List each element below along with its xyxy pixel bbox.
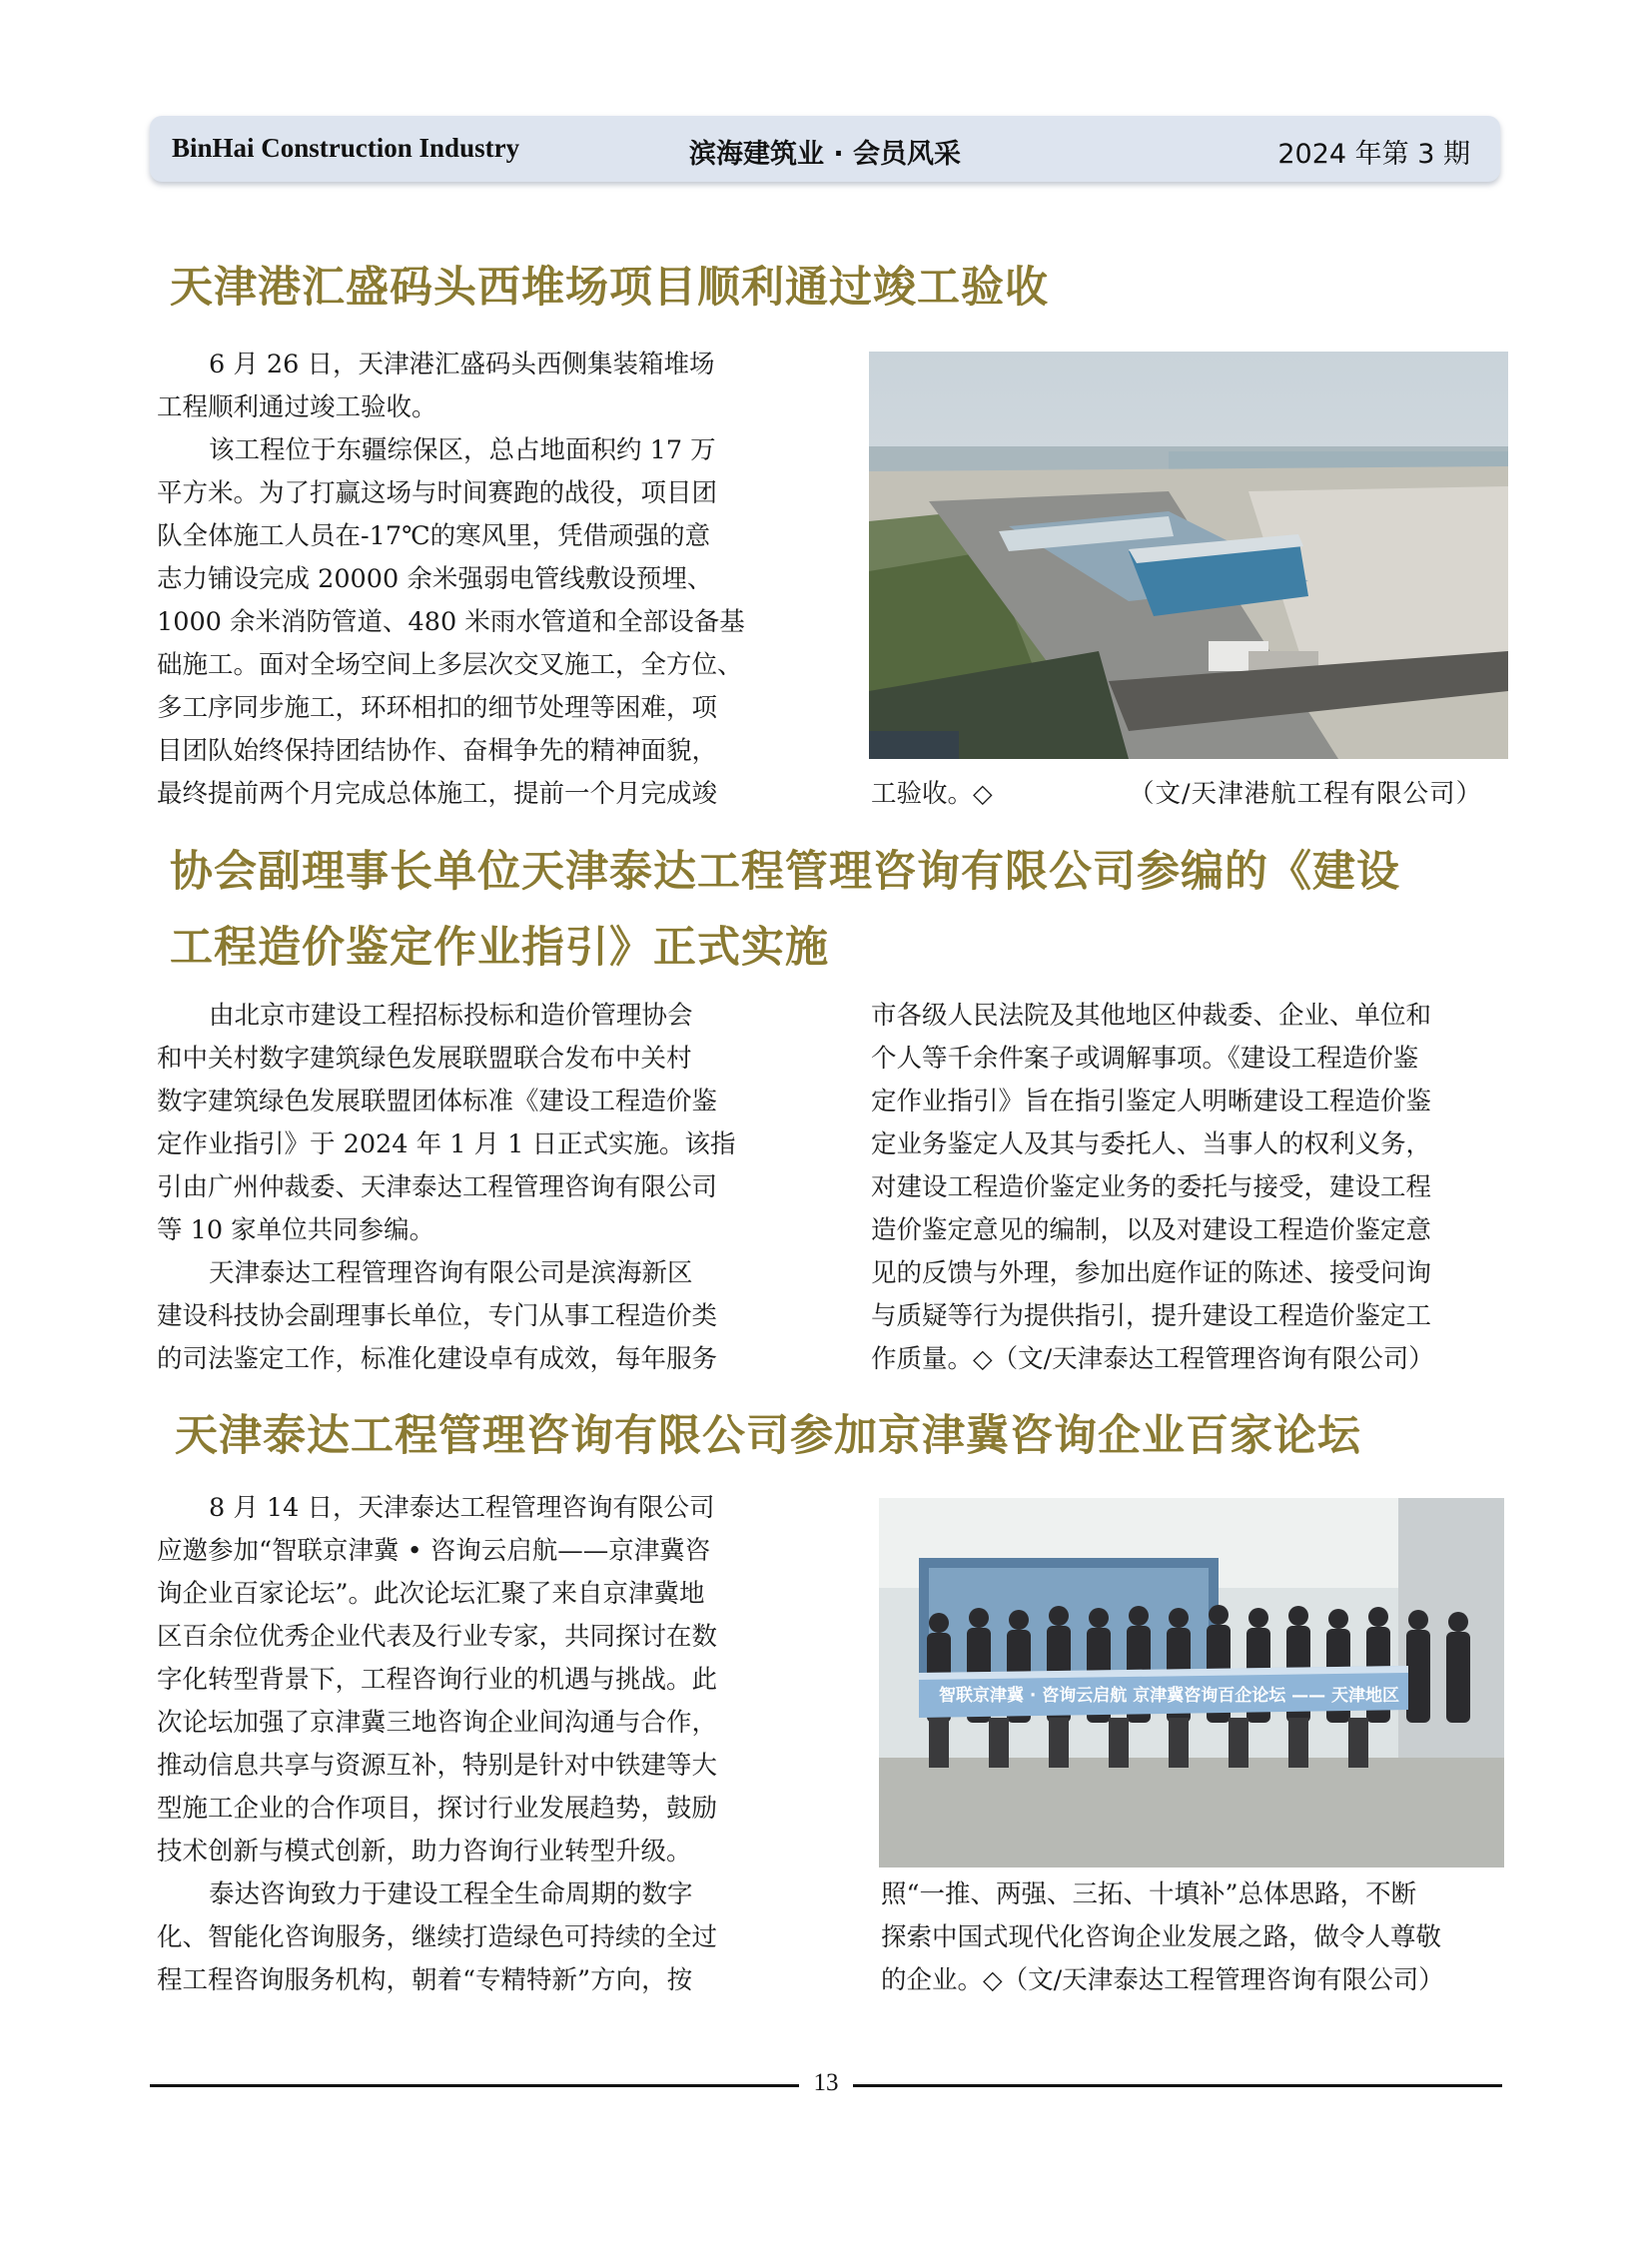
article2-right-line: 定业务鉴定人及其与委托人、当事人的权利义务， — [871, 1129, 1432, 1159]
article3-right-line: 的企业。◇（文/天津泰达工程管理咨询有限公司） — [881, 1965, 1444, 1995]
article1-line: 志力铺设完成 20000 余米强弱电管线敷设预埋、 — [157, 564, 713, 594]
article1-byline: （文/天津港航工程有限公司） — [1129, 779, 1483, 809]
article3-left-line: 化、智能化咨询服务，继续打造绿色可持续的全过 — [157, 1922, 718, 1952]
journal-name-en: BinHai Construction Industry — [172, 133, 520, 163]
container-yard-aerial-photo — [869, 352, 1508, 759]
footer-rule-right — [853, 2084, 1502, 2087]
banner-text: 智联京津冀 · 咨询云启航 京津冀咨询百企论坛 —— 天津地区 — [939, 1686, 1400, 1706]
article3-left-line: 应邀参加“智联京津冀 • 咨询云启航——京津冀咨 — [157, 1536, 711, 1566]
article2-right-line: 对建设工程造价鉴定业务的委托与接受，建设工程 — [871, 1172, 1432, 1202]
article2-left-line: 由北京市建设工程招标投标和造价管理协会 — [209, 1001, 693, 1031]
article1-line: 目团队始终保持团结协作、奋楫争先的精神面貌， — [157, 736, 718, 766]
article2-right-line: 定作业指引》旨在指引鉴定人明晰建设工程造价鉴 — [871, 1087, 1432, 1117]
article3-title: 天津泰达工程管理咨询有限公司参加京津冀咨询企业百家论坛 — [175, 1411, 1361, 1461]
article1-line: 多工序同步施工，环环相扣的细节处理等困难，项 — [157, 693, 718, 723]
article3-left-line: 区百余位优秀企业代表及行业专家，共同探讨在数 — [157, 1622, 718, 1652]
article3-left-line: 推动信息共享与资源互补，特别是针对中铁建等大 — [157, 1751, 718, 1781]
article2-right-line: 作质量。◇（文/天津泰达工程管理咨询有限公司） — [871, 1344, 1434, 1374]
article2-left-line: 和中关村数字建筑绿色发展联盟联合发布中关村 — [157, 1044, 692, 1074]
article2-right-line: 见的反馈与外理，参加出庭作证的陈述、接受问询 — [871, 1258, 1432, 1288]
article2-left-line: 建设科技协会副理事长单位，专门从事工程造价类 — [157, 1301, 718, 1331]
article2-left-line: 定作业指引》于 2024 年 1 月 1 日正式实施。该指 — [157, 1129, 736, 1159]
article3-left-line: 询企业百家论坛”。此次论坛汇聚了来自京津冀地 — [157, 1579, 705, 1609]
article2-left-line: 数字建筑绿色发展联盟团体标准《建设工程造价鉴 — [157, 1087, 718, 1117]
article1-line: 最终提前两个月完成总体施工，提前一个月完成竣 — [157, 779, 718, 809]
article1-line: 平方米。为了打赢这场与时间赛跑的战役，项目团 — [157, 478, 718, 508]
article3-left-line: 字化转型背景下，工程咨询行业的机遇与挑战。此 — [157, 1665, 718, 1695]
article2-title-line2: 工程造价鉴定作业指引》正式实施 — [170, 923, 829, 973]
article3-left-line: 程工程咨询服务机构，朝着“专精特新”方向，按 — [157, 1965, 693, 1995]
page-number: 13 — [813, 2069, 839, 2096]
article1-line: 该工程位于东疆综保区，总占地面积约 17 万 — [209, 435, 716, 465]
article2-right-line: 造价鉴定意见的编制，以及对建设工程造价鉴定意 — [871, 1215, 1432, 1245]
article1-line: 工程顺利通过竣工验收。 — [157, 392, 437, 422]
footer-rule-left — [150, 2084, 799, 2087]
article1-line: 队全体施工人员在-17℃的寒风里，凭借顽强的意 — [157, 521, 711, 551]
article1-title: 天津港汇盛码头西堆场项目顺利通过竣工验收 — [170, 263, 1049, 313]
article2-right-line: 市各级人民法院及其他地区仲裁委、企业、单位和 — [871, 1001, 1432, 1031]
article2-right-line: 个人等千余件案子或调解事项。《建设工程造价鉴 — [871, 1044, 1419, 1074]
article3-right-line: 照“一推、两强、三拓、十填补”总体思路，不断 — [881, 1879, 1417, 1909]
article3-left-line: 8 月 14 日，天津泰达工程管理咨询有限公司 — [209, 1493, 715, 1523]
article2-left-line: 等 10 家单位共同参编。 — [157, 1215, 435, 1245]
article1-line: 础施工。面对全场空间上多层次交叉施工，全方位、 — [157, 650, 743, 680]
article2-left-line: 的司法鉴定工作，标准化建设卓有成效，每年服务 — [157, 1344, 718, 1374]
article3-left-line: 次论坛加强了京津冀三地咨询企业间沟通与合作， — [157, 1708, 718, 1738]
article3-right-line: 探索中国式现代化咨询企业发展之路，做令人尊敬 — [881, 1922, 1442, 1952]
article2-right-line: 与质疑等行为提供指引，提升建设工程造价鉴定工 — [871, 1301, 1432, 1331]
article3-left-line: 型施工企业的合作项目，探讨行业发展趋势，鼓励 — [157, 1794, 718, 1824]
article1-line: 1000 余米消防管道、480 米雨水管道和全部设备基 — [157, 607, 745, 637]
article3-left-line: 泰达咨询致力于建设工程全生命周期的数字 — [209, 1879, 693, 1909]
issue-number: 2024 年第 3 期 — [1277, 139, 1470, 170]
page-header — [150, 116, 1500, 182]
article2-left-line: 天津泰达工程管理咨询有限公司是滨海新区 — [209, 1258, 693, 1288]
section-title: 滨海建筑业 · 会员风采 — [688, 139, 962, 170]
article1-tail: 工验收。◇ — [871, 779, 993, 809]
article1-line: 6 月 26 日，天津港汇盛码头西侧集装箱堆场 — [209, 350, 715, 379]
article2-left-line: 引由广州仲裁委、天津泰达工程管理咨询有限公司 — [157, 1172, 718, 1202]
forum-group-photo — [879, 1498, 1504, 1868]
article3-left-line: 技术创新与模式创新，助力咨询行业转型升级。 — [157, 1837, 692, 1867]
article2-title-line1: 协会副理事长单位天津泰达工程管理咨询有限公司参编的《建设 — [170, 847, 1400, 897]
